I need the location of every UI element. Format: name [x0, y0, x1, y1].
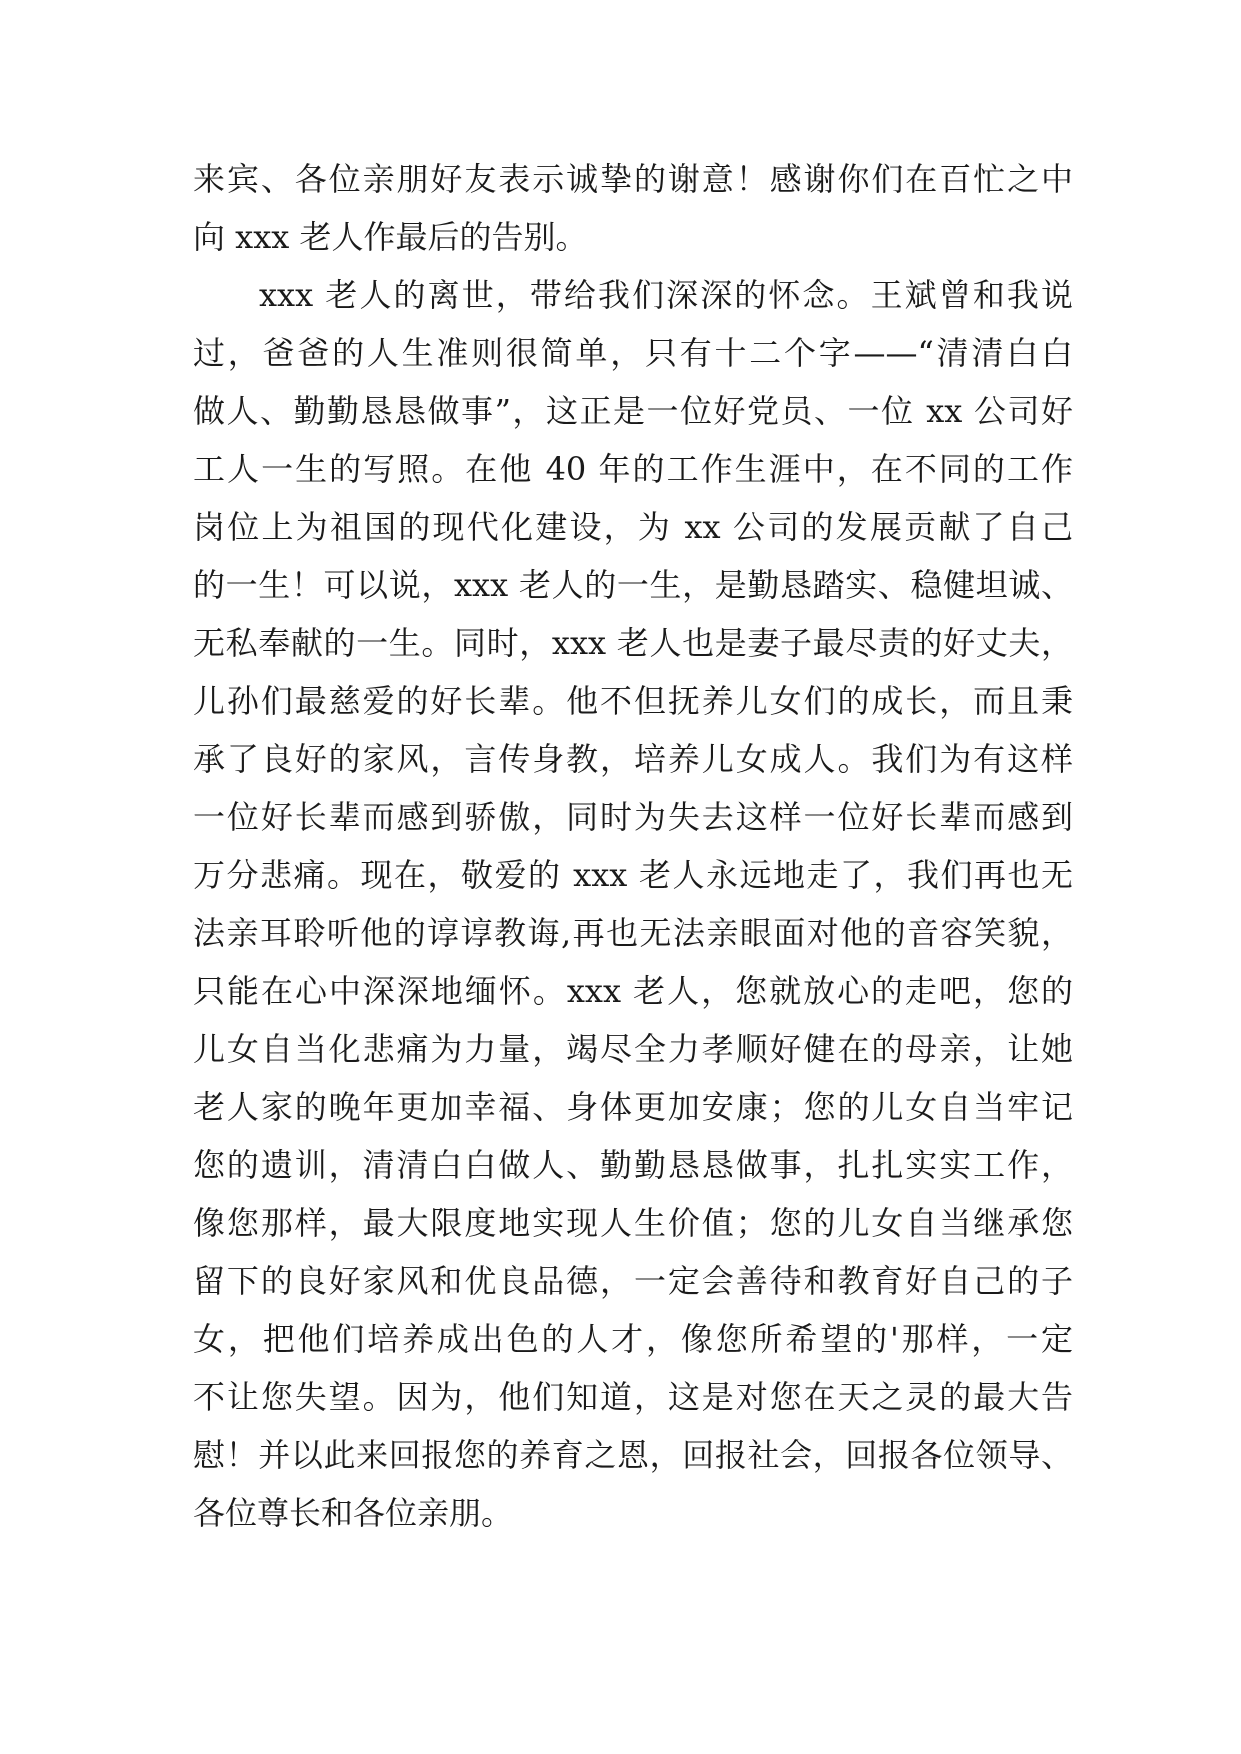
text-line: 承了良好的家风，言传身教，培养儿女成人。我们为有这样: [193, 740, 1073, 778]
text-line: 一位好长辈而感到骄傲，同时为失去这样一位好长辈而感到: [193, 798, 1073, 836]
text-line: 各位尊长和各位亲朋。: [193, 1494, 514, 1532]
text-line: 不让您失望。因为，他们知道，这是对您在天之灵的最大告: [193, 1378, 1073, 1416]
text-line: 留下的良好家风和优良品德，一定会善待和教育好自己的子: [193, 1262, 1073, 1300]
text-line: 做人、勤勤恳恳做事”，这正是一位好党员、一位 xx 公司好: [193, 392, 1073, 430]
text-line: 老人家的晚年更加幸福、身体更加安康；您的儿女自当牢记: [193, 1088, 1073, 1126]
text-line: 像您那样，最大限度地实现人生价值；您的儿女自当继承您: [193, 1204, 1073, 1242]
text-line: 法亲耳聆听他的谆谆教诲,再也无法亲眼面对他的音容笑貌，: [193, 914, 1073, 952]
text-line: 万分悲痛。现在，敬爱的 xxx 老人永远地走了，我们再也无: [193, 856, 1073, 894]
text-line: 的一生！可以说，xxx 老人的一生，是勤恳踏实、稳健坦诚、: [193, 566, 1073, 604]
text-line: 慰！并以此来回报您的养育之恩，回报社会，回报各位领导、: [193, 1436, 1073, 1474]
text-line: 女，把他们培养成出色的人才，像您所希望的'那样，一定: [193, 1320, 1073, 1358]
text-line: 儿女自当化悲痛为力量，竭尽全力孝顺好健在的母亲，让她: [193, 1030, 1073, 1068]
text-line: 工人一生的写照。在他 40 年的工作生涯中，在不同的工作: [193, 450, 1073, 488]
text-line: 您的遗训，清清白白做人、勤勤恳恳做事，扎扎实实工作，: [193, 1146, 1073, 1184]
text-line: 来宾、各位亲朋好友表示诚挚的谢意！感谢你们在百忙之中: [193, 160, 1073, 198]
text-line: 无私奉献的一生。同时，xxx 老人也是妻子最尽责的好丈夫，: [193, 624, 1073, 662]
text-line: 岗位上为祖国的现代化建设，为 xx 公司的发展贡献了自己: [193, 508, 1073, 546]
text-line: 向 xxx 老人作最后的告别。: [193, 218, 588, 256]
text-line: 只能在心中深深地缅怀。xxx 老人，您就放心的走吧，您的: [193, 972, 1073, 1010]
body-text: [193, 150, 1073, 1542]
paragraph-start-line: xxx 老人的离世，带给我们深深的怀念。王斌曾和我说: [259, 276, 1073, 314]
text-line: 儿孙们最慈爱的好长辈。他不但抚养儿女们的成长，而且秉: [193, 682, 1073, 720]
text-line: 过，爸爸的人生准则很简单，只有十二个字——“清清白白: [193, 334, 1073, 372]
